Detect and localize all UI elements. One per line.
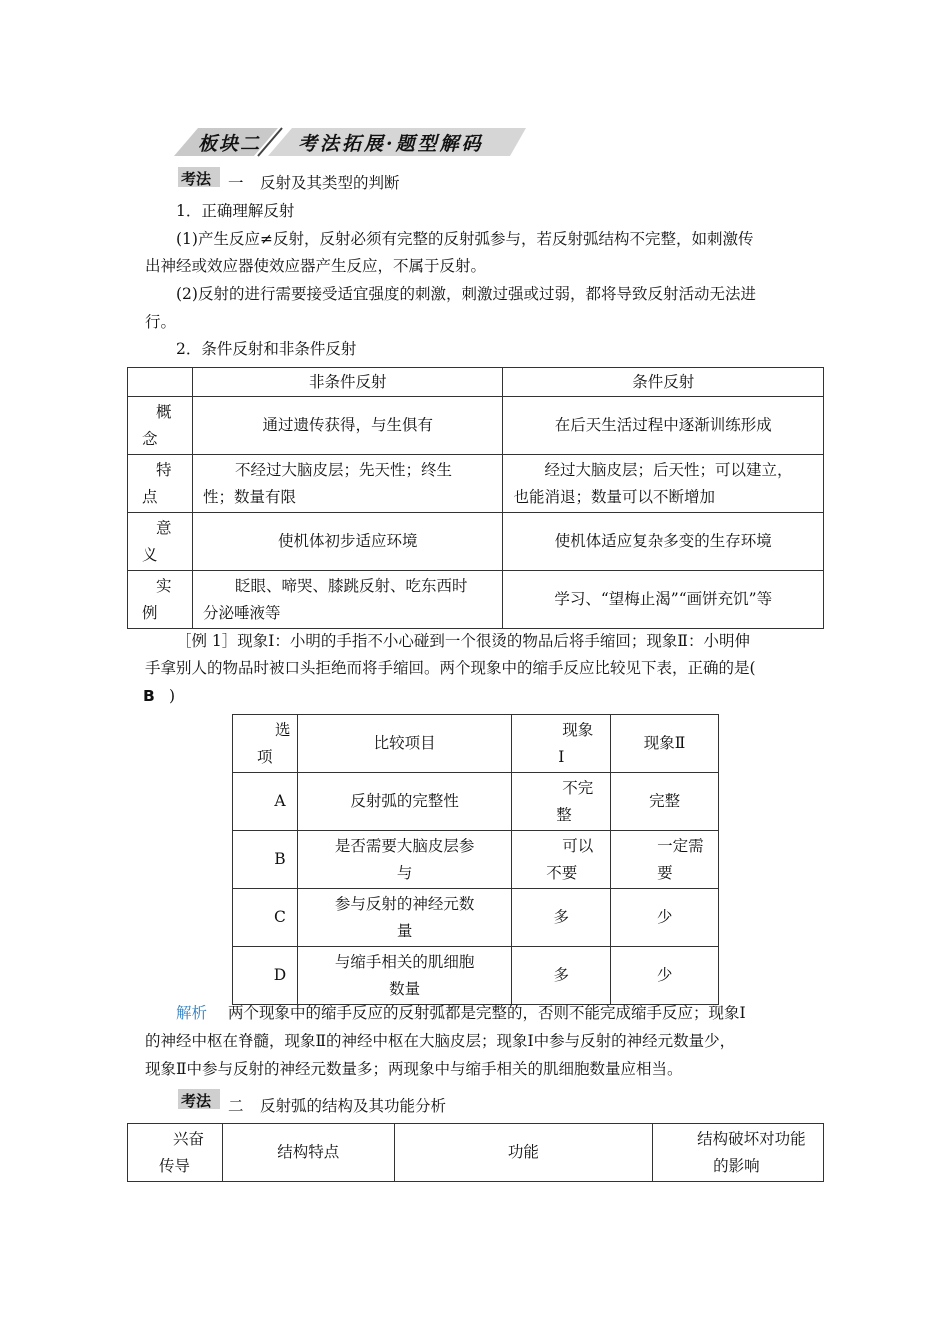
table-cell: 少 [656,966,673,984]
table-row [233,773,719,831]
table-row [233,947,719,1005]
reflex-comparison-table [127,367,824,629]
subheading-2: 2．条件反射和非条件反射 [176,340,357,358]
table-cell: 与 [396,863,413,882]
table-cell: 使机体适应复杂多变的生存环境 [554,532,772,550]
table-cell: 是否需要大脑皮层参 [334,836,475,855]
example-line-2: 手拿别人的物品时被口头拒绝而将手缩回。两个现象中的缩手反应比较见下表，正确的是( [145,659,756,677]
paragraph-1-line-1: (1)产生反应≠反射，反射必须有完整的反射弧参与，若反射弧结构不完整，如刺激传 [176,230,754,248]
table-row [233,831,719,889]
example-answer: B [143,687,155,705]
table-cell: 不完 [562,778,594,797]
table-cell: 也能消退；数量可以不断增加 [513,487,715,506]
analysis-line-3: 现象Ⅱ中参与反射的神经元数量多；两现象中与缩手相关的肌细胞数量应相当。 [145,1060,683,1078]
table-header-cell [128,368,193,397]
subheading-1: 1．正确理解反射 [176,202,295,220]
section-number: 一 [228,174,244,192]
table-cell: 量 [396,921,413,940]
table-cell: 眨眼、啼哭、膝跳反射、吃东西时 [234,576,468,595]
table-header-cell: 兴奋 [173,1129,205,1148]
table-header-cell: 现象Ⅱ [643,734,686,752]
table-cell: 多 [553,966,569,984]
table-row [128,571,824,629]
row-label: 概 [156,402,172,421]
table-header-cell: 项 [257,747,273,766]
kaofa-tag: 考法 [181,170,212,188]
table-header-cell: 选 [275,720,291,739]
table-header-row [128,1124,824,1182]
table-header-cell: 非条件反射 [192,368,503,397]
table-cell: 一定需 [657,836,704,855]
row-label: 例 [142,603,158,622]
section-title: 反射及其类型的判断 [260,174,400,192]
option-letter: C [274,908,286,926]
table-cell: 整 [556,805,572,824]
row-label: 意 [156,518,172,537]
paragraph-2-line-1: (2)反射的进行需要接受适宜强度的刺激，刺激过强或过弱，都将导致反射活动无法进 [176,285,756,303]
table-header-row [233,715,719,773]
table-header-cell: 传导 [159,1156,191,1175]
table-cell: 参与反射的神经元数 [334,894,475,913]
section-title: 反射弧的结构及其功能分析 [260,1097,447,1115]
analysis-line-1: 两个现象中的缩手反应的反射弧都是完整的，否则不能完成缩手反应；现象Ⅰ [228,1004,746,1022]
table-header-cell: 比较项目 [373,734,436,752]
table-header-cell: Ⅰ [558,747,565,766]
table-header-cell: 功能 [507,1143,539,1161]
table-row [128,455,824,513]
paragraph-2-line-2: 行。 [145,313,177,331]
table-header-cell: 条件反射 [503,368,824,397]
table-cell: 通过遗传获得，与生俱有 [262,416,433,434]
table-cell: 多 [553,908,569,926]
table-row [128,513,824,571]
row-label: 念 [142,429,158,448]
table-cell: 分泌唾液等 [202,603,281,622]
row-label: 特 [156,460,172,479]
kaofa-tag: 考法 [181,1092,212,1110]
table-cell: 完整 [649,792,681,810]
banner-left-text: 板块二 [198,133,262,155]
analysis-label: 解析 [176,1004,208,1022]
reflex-arc-table [127,1123,824,1182]
section-banner [174,124,526,160]
paragraph-1-line-2: 出神经或效应器使效应器产生反应，不属于反射。 [145,257,487,275]
table-cell: 反射弧的完整性 [350,792,459,810]
option-letter: A [274,792,286,810]
example-answer-close: ) [169,687,176,705]
table-cell: 在后天生活过程中逐渐训练形成 [554,416,772,434]
table-header-cell: 的影响 [713,1156,760,1175]
table-row [128,397,824,455]
section-number: 二 [228,1097,244,1115]
example-options-table [232,714,719,1005]
table-header-cell: 结构特点 [277,1143,340,1161]
table-cell: 数量 [389,979,421,998]
row-label: 义 [142,545,158,564]
analysis-line-2: 的神经中枢在脊髓，现象Ⅱ的神经中枢在大脑皮层；现象Ⅰ中参与反射的神经元数量少， [145,1032,736,1050]
row-label: 点 [142,487,158,506]
table-cell: 与缩手相关的肌细胞 [334,952,475,971]
table-cell: 不要 [546,863,578,882]
table-cell: 学习、“望梅止渴”“画饼充饥”等 [554,590,773,608]
table-row [233,889,719,947]
option-letter: D [273,966,287,984]
table-cell: 不经过大脑皮层；先天性；终生 [234,460,452,479]
table-cell: 使机体初步适应环境 [277,532,418,550]
table-header-cell: 结构破坏对功能 [697,1129,806,1148]
table-cell: 经过大脑皮层；后天性；可以建立， [544,460,793,479]
table-cell: 可以 [562,836,594,855]
option-letter: B [274,850,286,868]
example-line-1: ［例 1］现象Ⅰ：小明的手指不小心碰到一个很烫的物品后将手缩回；现象Ⅱ：小明伸 [176,632,750,650]
table-cell: 少 [656,908,673,926]
table-cell: 性；数量有限 [202,487,296,506]
row-label: 实 [156,576,172,595]
table-cell: 要 [657,863,673,882]
banner-right-text: 考法拓展·题型解码 [298,133,484,155]
table-header-row [128,368,824,397]
table-header-cell: 现象 [562,720,594,739]
